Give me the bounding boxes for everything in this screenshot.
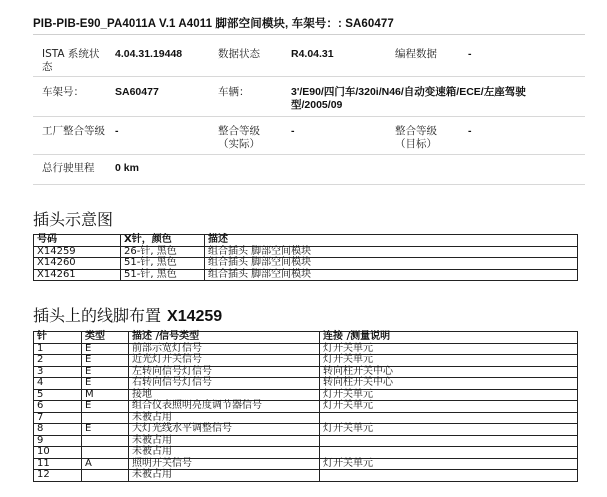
pin-connection: 灯开关单元 — [320, 458, 578, 470]
table-row[interactable] — [34, 258, 578, 270]
pin-signal: 右转向信号灯信号 — [129, 378, 320, 390]
table-row[interactable] — [34, 246, 578, 258]
factory-level-value: - — [115, 125, 119, 137]
factory-level-label: 工厂整合等级 — [42, 125, 105, 137]
connector-diagram-heading: 插头示意图 — [33, 210, 114, 229]
col-description-header: 描述 — [205, 235, 578, 247]
pin-number: 11 — [34, 458, 82, 470]
info-divider-2 — [33, 116, 585, 117]
data-status-label: 数据状态 — [218, 48, 260, 60]
table-row[interactable] — [34, 412, 578, 424]
info-divider-1 — [33, 76, 585, 77]
programming-data-value: - — [468, 48, 472, 60]
pin-signal: 照明开关信号 — [129, 458, 320, 470]
pin-type — [82, 435, 129, 447]
connector-pins: 26-针, 黑色 — [121, 246, 205, 258]
vin-value: SA60477 — [115, 86, 159, 98]
pin-signal: 左转向信号灯信号 — [129, 366, 320, 378]
connector-description: 组合插头 脚部空间模块 — [205, 246, 578, 258]
pin-assignment-connector-id: X14259 — [167, 308, 223, 325]
pin-number: 4 — [34, 378, 82, 390]
pin-connection: 转向柱开关中心 — [320, 366, 578, 378]
pin-type: E — [82, 355, 129, 367]
table-row[interactable] — [34, 269, 578, 281]
level-target-value: - — [468, 125, 472, 137]
pin-assignment-heading — [33, 303, 222, 326]
pin-type — [82, 412, 129, 424]
pin-connection: 灯开关单元 — [320, 355, 578, 367]
pin-type: E — [82, 401, 129, 413]
pin-type: E — [82, 343, 129, 355]
connector-description: 组合插头 脚部空间模块 — [205, 258, 578, 270]
pin-connection — [320, 412, 578, 424]
pin-signal: 前部示宽灯信号 — [129, 343, 320, 355]
pin-assignment-title: 插头上的线脚布置 — [33, 306, 162, 325]
table-row[interactable] — [34, 424, 578, 436]
pin-number: 9 — [34, 435, 82, 447]
table-row[interactable] — [34, 366, 578, 378]
pin-number: 12 — [34, 470, 82, 482]
pin-connection — [320, 447, 578, 459]
pin-connection: 转向柱开关中心 — [320, 378, 578, 390]
document-title: PIB-PIB-E90_PA4011A V.1 A4011 脚部空间模块, 车架号：: SA60477 — [33, 18, 394, 30]
table-row[interactable] — [34, 401, 578, 413]
pin-table — [33, 331, 578, 482]
pin-connection — [320, 470, 578, 482]
programming-data-label: 编程数据 — [395, 48, 437, 60]
pin-connection: 灯开关单元 — [320, 343, 578, 355]
pin-connection: 灯开关单元 — [320, 401, 578, 413]
pin-signal: 近光灯开关信号 — [129, 355, 320, 367]
connector-table-header — [34, 235, 578, 247]
mileage-label: 总行驶里程 — [42, 162, 95, 174]
table-row[interactable] — [34, 435, 578, 447]
pin-number: 8 — [34, 424, 82, 436]
pin-number: 2 — [34, 355, 82, 367]
table-row[interactable] — [34, 470, 578, 482]
pin-number: 7 — [34, 412, 82, 424]
pin-connection: 灯开关单元 — [320, 424, 578, 436]
connector-number: X14259 — [34, 246, 121, 258]
connector-table — [33, 234, 578, 281]
pin-signal: 未被占用 — [129, 412, 320, 424]
pin-number: 1 — [34, 343, 82, 355]
pin-signal: 组合仪表照明亮度调节器信号 — [129, 401, 320, 413]
pin-type: M — [82, 389, 129, 401]
level-actual-label: 整合等级（实际） — [218, 125, 260, 150]
col-connection-header: 连接 /测量说明 — [320, 332, 578, 344]
pin-type: A — [82, 458, 129, 470]
level-target-label: 整合等级（目标） — [395, 125, 437, 150]
pin-type: E — [82, 366, 129, 378]
pin-type: E — [82, 378, 129, 390]
table-row[interactable] — [34, 378, 578, 390]
vehicle-info-block — [0, 0, 607, 190]
ista-status-value: 4.04.31.19448 — [115, 48, 183, 60]
vehicle-value: 3'/E90/四门车/320i/N46/自动变速箱/ECE/左座驾驶型/2005/09 — [291, 86, 526, 111]
info-divider-4 — [33, 184, 585, 185]
pin-number: 3 — [34, 366, 82, 378]
pin-signal: 大灯光线水平调整信号 — [129, 424, 320, 436]
ista-status-label: ISTA 系统状态 — [42, 48, 100, 73]
mileage-value: 0 km — [115, 162, 139, 174]
col-type-header: 类型 — [82, 332, 129, 344]
pin-type: E — [82, 424, 129, 436]
pin-connection — [320, 435, 578, 447]
pin-signal: 未被占用 — [129, 470, 320, 482]
info-divider-3 — [33, 154, 585, 155]
pin-signal: 未被占用 — [129, 447, 320, 459]
connector-description: 组合插头 脚部空间模块 — [205, 269, 578, 281]
table-row[interactable] — [34, 343, 578, 355]
col-pin-header: 针 — [34, 332, 82, 344]
table-row[interactable] — [34, 355, 578, 367]
connector-number: X14260 — [34, 258, 121, 270]
level-actual-value: - — [291, 125, 295, 137]
col-signal-header: 描述 /信号类型 — [129, 332, 320, 344]
pin-connection: 灯开关单元 — [320, 389, 578, 401]
pin-type — [82, 447, 129, 459]
pin-signal: 接地 — [129, 389, 320, 401]
pin-table-header — [34, 332, 578, 344]
pin-number: 6 — [34, 401, 82, 413]
connector-number: X14261 — [34, 269, 121, 281]
table-row[interactable] — [34, 458, 578, 470]
table-row[interactable] — [34, 447, 578, 459]
vin-label: 车架号： — [42, 86, 84, 98]
pin-type — [82, 470, 129, 482]
col-number-header: 号码 — [34, 235, 121, 247]
connector-pins: 51-针, 黑色 — [121, 269, 205, 281]
connector-pins: 51-针, 黑色 — [121, 258, 205, 270]
vehicle-label: 车辆： — [218, 86, 250, 98]
pin-number: 10 — [34, 447, 82, 459]
pin-signal: 未被占用 — [129, 435, 320, 447]
data-status-value: R4.04.31 — [291, 48, 334, 60]
pin-number: 5 — [34, 389, 82, 401]
table-row[interactable] — [34, 389, 578, 401]
col-pins-color-header: X针，颜色 — [121, 235, 205, 247]
